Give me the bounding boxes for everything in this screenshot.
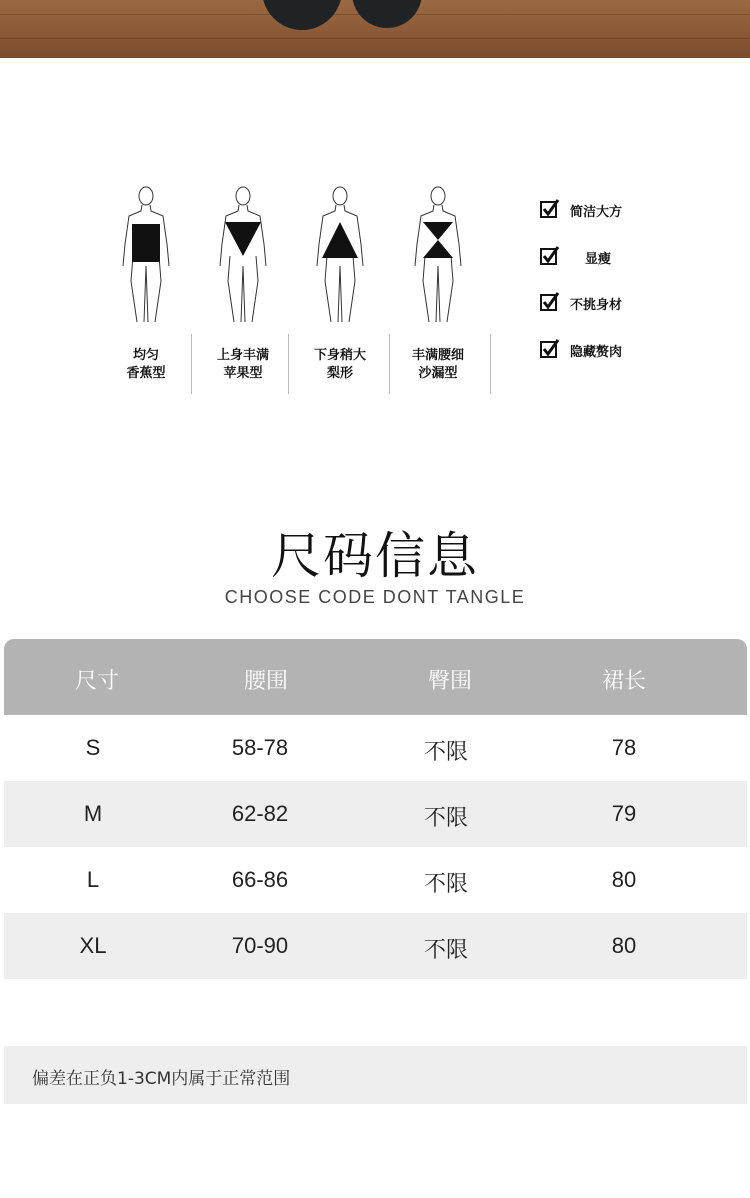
measurement-note bbox=[4, 1046, 747, 1104]
column-header: 尺寸 bbox=[74, 669, 119, 694]
note-text: 偏差在正负1-3CM内属于正常范围 bbox=[32, 1069, 291, 1089]
table-cell: 78 bbox=[611, 735, 637, 760]
section-title: 尺码信息 bbox=[271, 527, 479, 585]
table-header bbox=[4, 639, 747, 715]
checkbox-checked-icon bbox=[540, 199, 560, 219]
feature-item bbox=[540, 291, 660, 313]
table-cell: 不限 bbox=[423, 805, 468, 830]
divider bbox=[288, 334, 289, 394]
body-type-label-line2: 香蕉型 bbox=[126, 366, 166, 381]
figure-triangle-icon bbox=[305, 186, 375, 324]
body-type-banana bbox=[96, 180, 196, 400]
feature-label: 隐藏赘肉 bbox=[570, 345, 623, 360]
size-table bbox=[4, 639, 747, 979]
body-type-label-line2: 沙漏型 bbox=[418, 366, 458, 381]
table-row bbox=[4, 847, 747, 913]
table-cell: 62-82 bbox=[231, 801, 289, 826]
table-cell: 不限 bbox=[423, 937, 468, 962]
table-cell: 58-78 bbox=[231, 735, 289, 760]
body-type-apple bbox=[193, 180, 293, 400]
table-cell: 不限 bbox=[423, 739, 468, 764]
checkbox-checked-icon bbox=[540, 246, 560, 266]
body-type-label-line1: 下身稍大 bbox=[313, 348, 366, 363]
table-cell: L bbox=[86, 867, 100, 892]
body-type-guide bbox=[96, 180, 506, 400]
column-header: 臀围 bbox=[427, 669, 472, 694]
table-cell: XL bbox=[79, 933, 107, 958]
body-type-label-line1: 丰满腰细 bbox=[411, 348, 464, 363]
figure-inverted-triangle-icon bbox=[208, 186, 278, 324]
feature-label: 简洁大方 bbox=[570, 205, 623, 220]
table-row bbox=[4, 715, 747, 781]
table-cell: 66-86 bbox=[231, 867, 289, 892]
table-cell: 79 bbox=[611, 801, 637, 826]
body-type-label-line2: 苹果型 bbox=[223, 366, 263, 381]
body-type-label-line2: 梨形 bbox=[326, 366, 353, 381]
product-photo-fragment bbox=[0, 0, 750, 58]
table-cell: 80 bbox=[611, 933, 637, 958]
feature-item bbox=[540, 245, 660, 267]
divider bbox=[191, 334, 192, 394]
body-type-label-line1: 上身丰满 bbox=[216, 348, 269, 363]
table-row bbox=[4, 913, 747, 979]
divider bbox=[490, 334, 491, 394]
feature-item bbox=[540, 338, 660, 360]
figure-hourglass-icon bbox=[403, 186, 473, 324]
table-cell: 80 bbox=[611, 867, 637, 892]
table-row bbox=[4, 781, 747, 847]
column-header: 裙长 bbox=[601, 669, 646, 694]
table-cell: 不限 bbox=[423, 871, 468, 896]
shoe-left bbox=[262, 0, 342, 30]
body-type-label-line1: 均匀 bbox=[132, 348, 159, 363]
feature-label: 显瘦 bbox=[585, 252, 612, 267]
figure-rectangle-icon bbox=[111, 186, 181, 324]
feature-label: 不挑身材 bbox=[570, 298, 623, 313]
checkbox-checked-icon bbox=[540, 339, 560, 359]
body-type-hourglass bbox=[388, 180, 488, 400]
table-cell: M bbox=[83, 801, 103, 826]
checkbox-checked-icon bbox=[540, 292, 560, 312]
column-header: 腰围 bbox=[243, 669, 288, 694]
shoe-right bbox=[352, 0, 422, 28]
body-type-pear bbox=[290, 180, 390, 400]
feature-item bbox=[540, 198, 660, 220]
section-subtitle: CHOOSE CODE DONT TANGLE bbox=[224, 587, 526, 607]
table-cell: 70-90 bbox=[231, 933, 289, 958]
table-cell: S bbox=[85, 735, 101, 760]
